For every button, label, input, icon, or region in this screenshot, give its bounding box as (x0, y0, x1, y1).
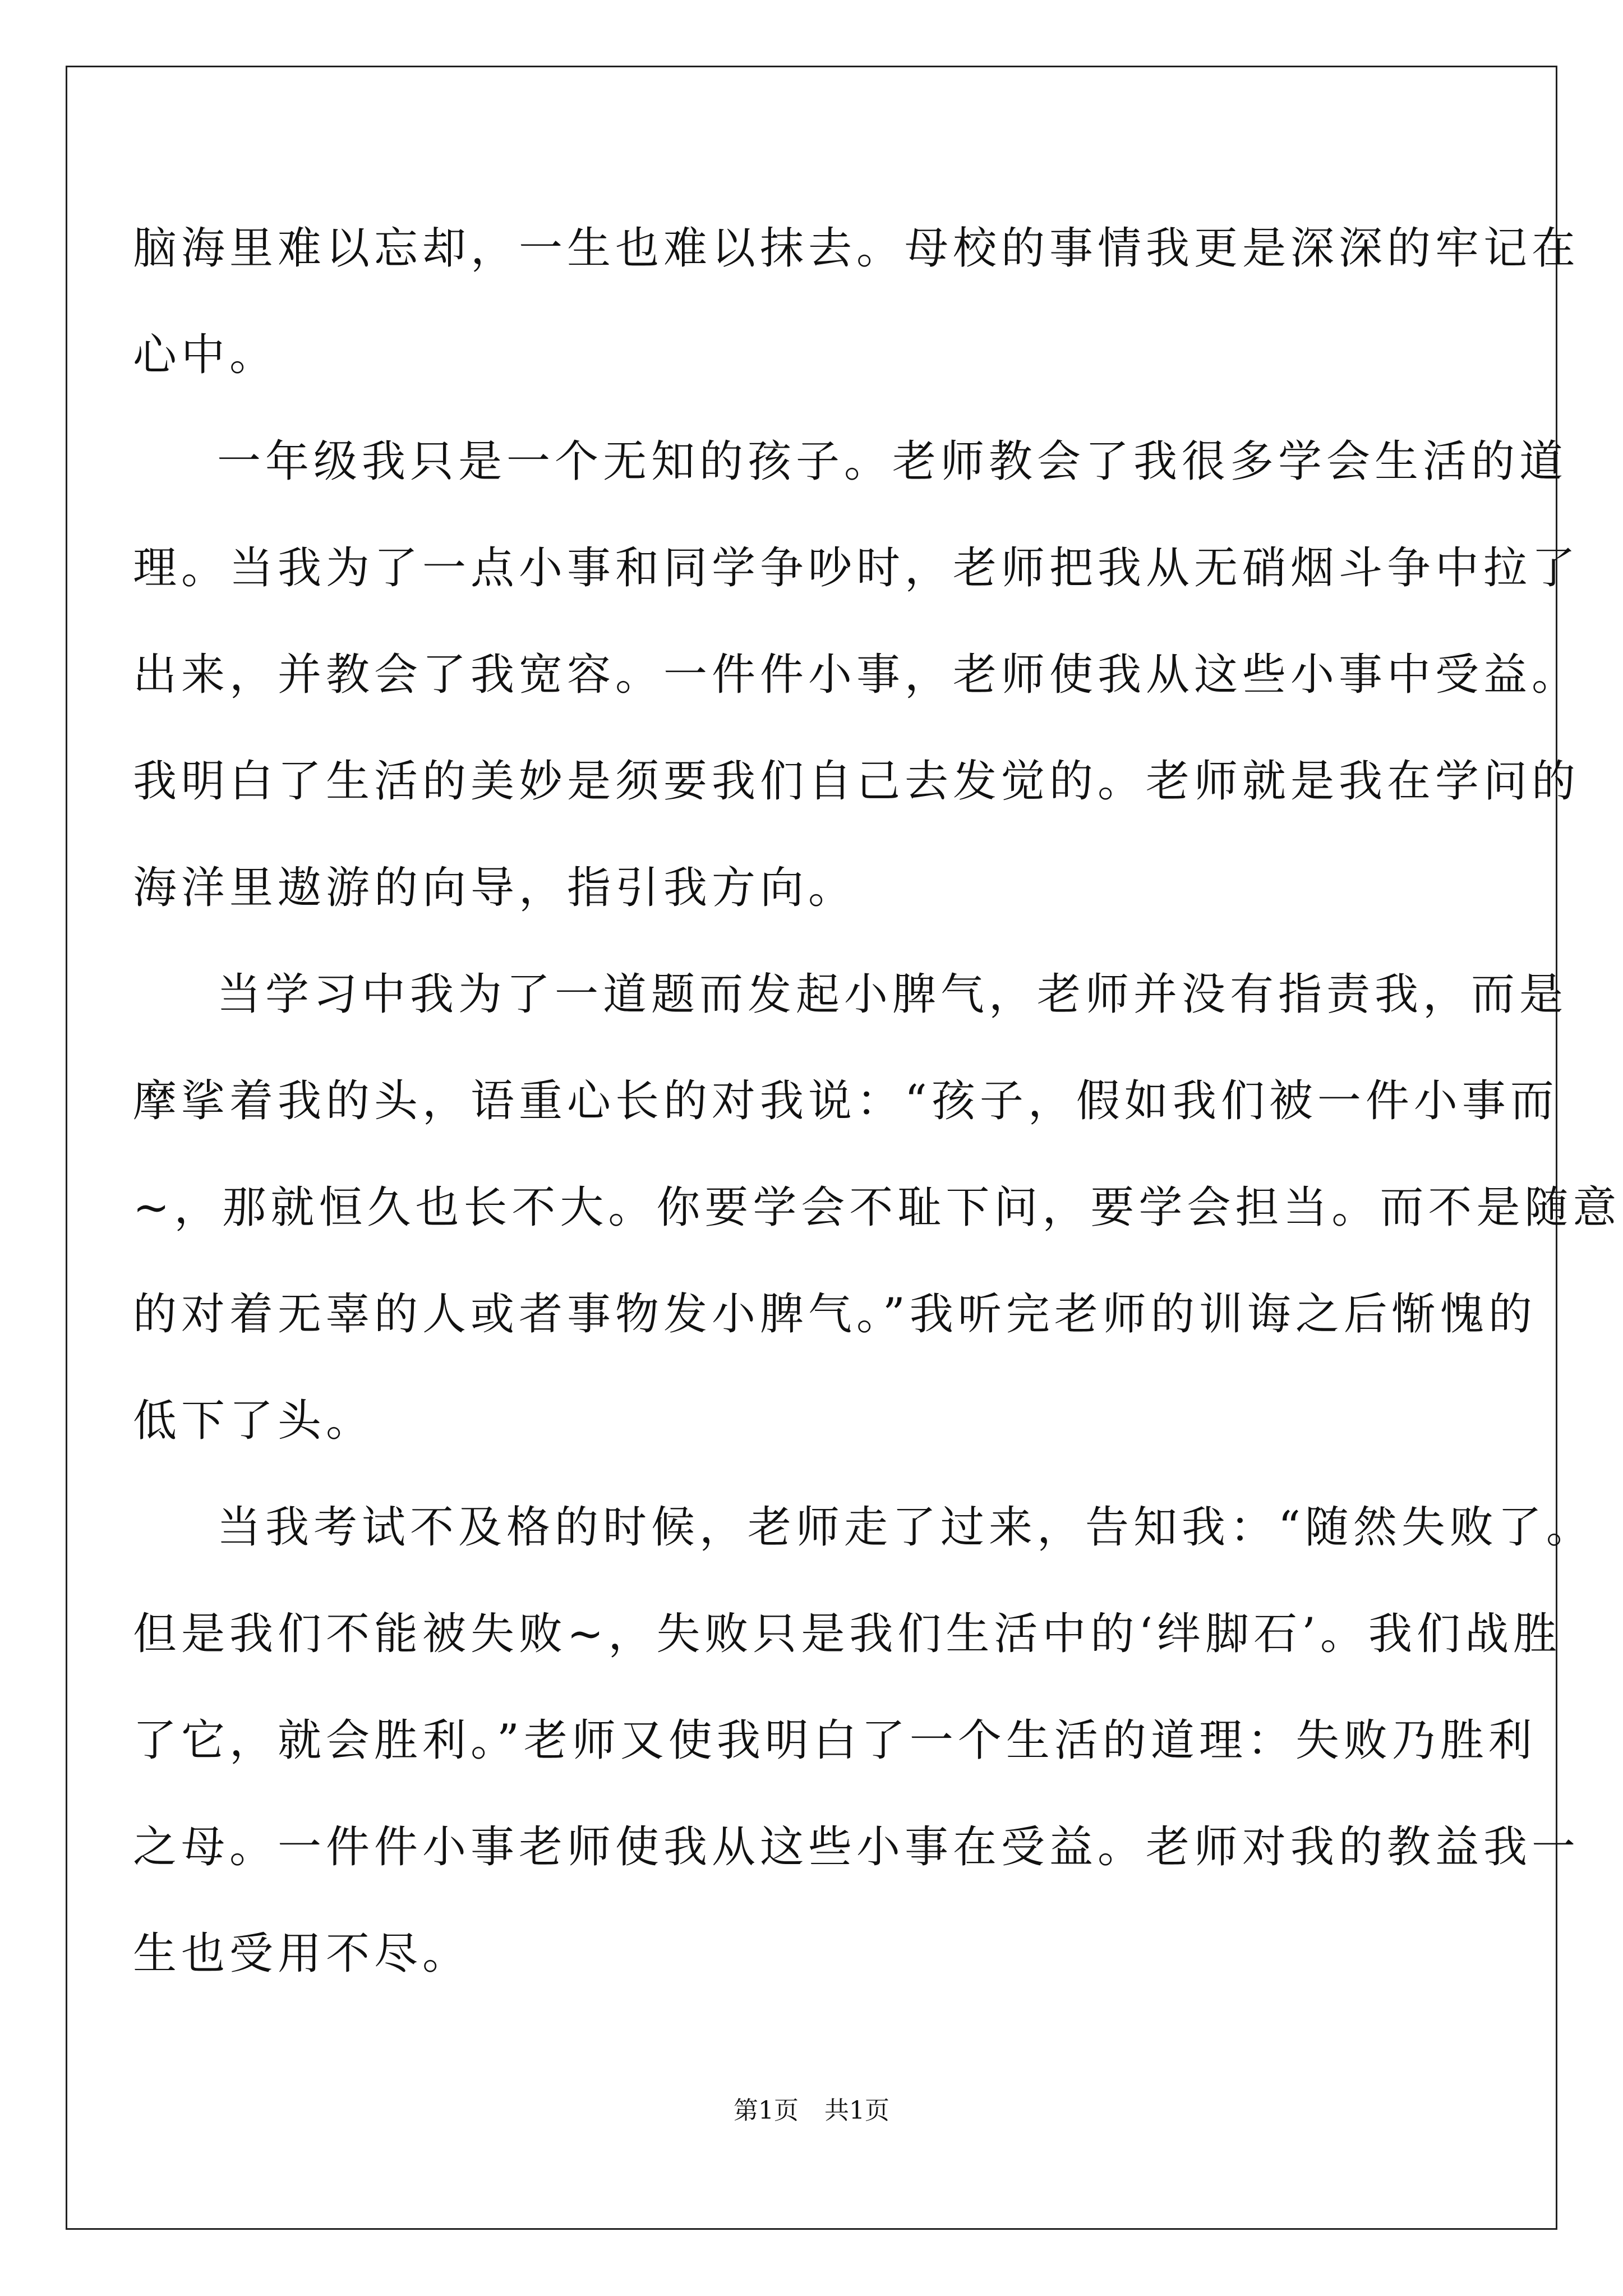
text-line: 海洋里遨游的向导，指引我方向。 (133, 863, 857, 913)
text-line: 的对着无辜的人或者事物发小脾气。”我听完老师的训诲之后惭愧的 (133, 1289, 1537, 1340)
text-line: 摩挲着我的头，语重心长的对我说：“孩子，假如我们被一件小事而 (133, 1076, 1559, 1126)
text-line: 心中。 (133, 330, 278, 380)
text-line: 生也受用不尽。 (133, 1929, 471, 1979)
paragraph-start-line: 一年级我只是一个无知的孩子。老师教会了我很多学会生活的道 (217, 436, 1568, 487)
text-line: 低下了头。 (133, 1396, 375, 1446)
text-line: 理。当我为了一点小事和同学争吵时，老师把我从无硝烟斗争中拉了 (133, 543, 1580, 593)
text-line: 但是我们不能被失败~，失败只是我们生活中的‘绊脚石’。我们战胜 (133, 1609, 1561, 1659)
page-number: 第1页 (734, 2096, 799, 2125)
text-line: 了它，就会胜利。”老师又使我明白了一个生活的道理：失败乃胜利 (133, 1715, 1537, 1766)
text-line: ~，那就恒久也长不大。你要学会不耻下问，要学会担当。而不是随意 (133, 1182, 1621, 1233)
text-line: 脑海里难以忘却，一生也难以抹去。母校的事情我更是深深的牢记在 (133, 223, 1580, 274)
paragraph-start-line: 当我考试不及格的时候，老师走了过来，告知我：“随然失败了。 (217, 1502, 1594, 1553)
text-line: 之母。一件件小事老师使我从这些小事在受益。老师对我的教益我一 (133, 1822, 1580, 1872)
document-body (133, 195, 1621, 2007)
page-footer (0, 2094, 1623, 2128)
text-line: 出来，并教会了我宽容。一件件小事，老师使我从这些小事中受益。 (133, 650, 1580, 700)
paragraph-start-line: 当学习中我为了一道题而发起小脾气，老师并没有指责我，而是 (217, 969, 1568, 1020)
page-total: 共1页 (824, 2096, 889, 2125)
text-line: 我明白了生活的美妙是须要我们自己去发觉的。老师就是我在学问的 (133, 756, 1580, 807)
